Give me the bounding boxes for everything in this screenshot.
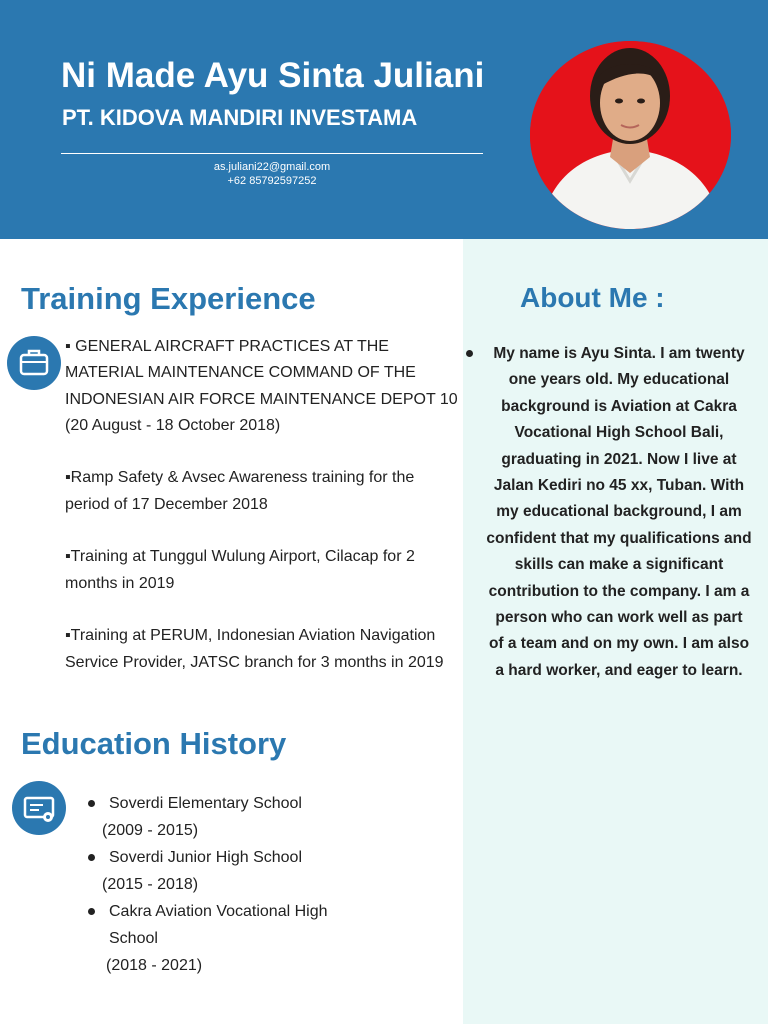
school-name: Cakra Aviation Vocational High School — [85, 898, 375, 952]
briefcase-icon — [7, 336, 61, 390]
school-years: (2015 - 2018) — [102, 876, 199, 893]
list-item: ▪Training at PERUM, Indonesian Aviation Navigation Service Provider, JATSC branch for 3 months in 2019 — [65, 627, 444, 671]
school-years: (2009 - 2015) — [102, 822, 199, 839]
about-bullet — [466, 350, 473, 357]
school-name: Soverdi Elementary School — [85, 790, 445, 817]
list-item — [85, 898, 445, 979]
education-list — [85, 790, 445, 979]
certificate-icon — [12, 781, 66, 835]
email-text[interactable]: as.juliani22@gmail.com — [213, 161, 331, 173]
list-item — [85, 844, 445, 898]
about-text: My name is Ayu Sinta. I am twenty one years old. My educational background is Aviation at Cakra Vocational High School Bali, graduating in 2021. Now I live at Jalan Kediri no 45 xx, Tuban. With my educational background, I am confident that my qualifications and skills can make a significant contribution to the company. I am a person who can work well as part of a team and on my own. I am also a hard worker, and eager to learn. — [486, 345, 752, 679]
list-item: ▪Training at Tunggul Wulung Airport, Cilacap for 2 months in 2019 — [65, 548, 415, 592]
company-name: PT. KIDOVA MANDIRI INVESTAMA — [62, 105, 418, 130]
about-title: About Me : — [520, 282, 665, 313]
contact-info — [61, 160, 483, 188]
education-title: Education History — [21, 726, 287, 761]
profile-photo — [530, 41, 731, 229]
profile-photo-illustration — [530, 41, 731, 229]
training-list — [65, 334, 460, 702]
person-name: Ni Made Ayu Sinta Juliani — [61, 56, 485, 95]
list-item: ▪ GENERAL AIRCRAFT PRACTICES AT THE MATERIAL MAINTENANCE COMMAND OF THE INDONESIAN AIR FORCE MAINTENANCE DEPOT 10 (20 August - 18 October 2018) — [65, 338, 458, 434]
school-name: Soverdi Junior High School — [85, 844, 445, 871]
header-divider — [61, 153, 483, 154]
list-item — [85, 790, 445, 844]
header-banner — [0, 0, 768, 239]
school-years: (2018 - 2021) — [106, 957, 203, 974]
list-item: ▪Ramp Safety & Avsec Awareness training for the period of 17 December 2018 — [65, 469, 415, 513]
phone-text[interactable]: +62 85792597252 — [227, 175, 317, 187]
training-title: Training Experience — [21, 281, 316, 316]
